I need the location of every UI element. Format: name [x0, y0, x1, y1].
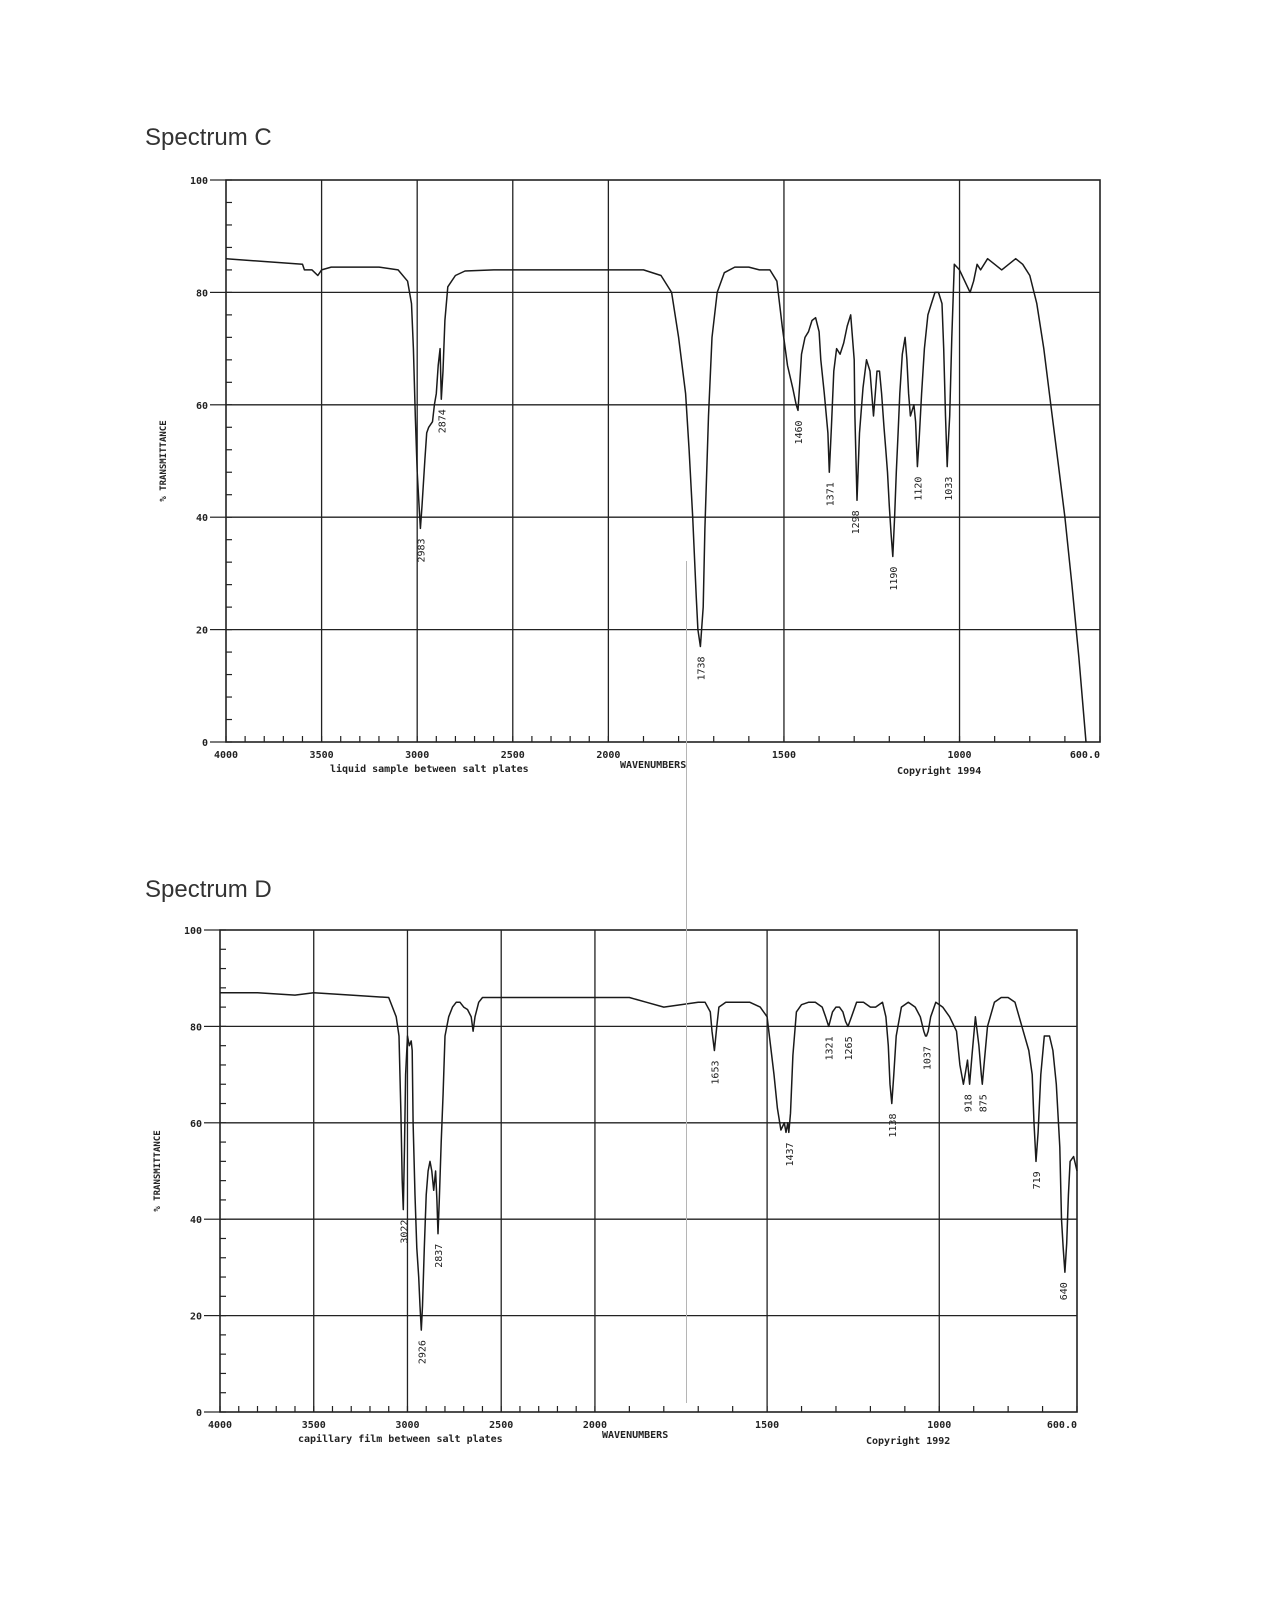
peak-label-1460: 1460	[794, 420, 806, 445]
peak-label-2983: 2983	[416, 538, 428, 563]
y-tick-label-60: 60	[195, 400, 208, 412]
x-tick-label-3000: 3000	[405, 750, 430, 761]
peak-label-1371: 1371	[825, 482, 837, 507]
peak-label-1120: 1120	[913, 476, 925, 501]
x-tick-label-600.0: 600.0	[1046, 1420, 1077, 1431]
x-tick-label-4000: 4000	[207, 1420, 233, 1431]
x-tick-label-600.0: 600.0	[1069, 750, 1100, 761]
x-tick-label-1000: 1000	[947, 750, 972, 761]
peak-label-719: 719	[1032, 1171, 1044, 1190]
spectrum-d-chart	[0, 920, 1271, 1520]
x-axis-label: WAVENUMBERS	[620, 760, 687, 771]
y-tick-label-0: 0	[201, 738, 208, 749]
peak-label-2874: 2874	[437, 409, 449, 434]
peak-label-1738: 1738	[696, 656, 708, 681]
peak-label-1033: 1033	[943, 476, 955, 501]
spectrum-c-chart	[0, 160, 1271, 820]
peak-label-640: 640	[1059, 1282, 1071, 1301]
peak-label-1138: 1138	[887, 1113, 899, 1138]
peak-label-2926: 2926	[417, 1340, 429, 1365]
y-tick-label-0: 0	[195, 1408, 202, 1419]
spectrum-trace	[226, 259, 1086, 742]
x-tick-label-2500: 2500	[500, 750, 525, 761]
peak-label-1321: 1321	[824, 1036, 836, 1061]
y-tick-label-60: 60	[189, 1118, 202, 1130]
x-tick-label-3500: 3500	[301, 1420, 326, 1431]
y-tick-label-40: 40	[189, 1215, 202, 1227]
peak-label-1298: 1298	[850, 510, 862, 535]
peak-label-1265: 1265	[844, 1036, 856, 1061]
y-tick-label-20: 20	[189, 1311, 202, 1323]
x-tick-label-2000: 2000	[582, 1420, 607, 1431]
peak-label-1037: 1037	[922, 1046, 934, 1071]
y-tick-label-80: 80	[189, 1022, 202, 1034]
x-tick-label-3500: 3500	[309, 750, 334, 761]
peak-label-1653: 1653	[710, 1060, 722, 1085]
x-tick-label-2000: 2000	[596, 750, 621, 761]
y-axis-label: % TRANSMITTANCE	[153, 1130, 163, 1212]
plot-frame	[226, 180, 1100, 742]
peak-label-875: 875	[978, 1094, 990, 1113]
spectrum-trace	[220, 993, 1077, 1330]
spectrum-c-title: Spectrum C	[145, 124, 272, 151]
peak-label-1437: 1437	[784, 1142, 796, 1167]
peak-label-3022: 3022	[399, 1219, 411, 1244]
sample-note: capillary film between salt plates	[298, 1434, 503, 1445]
sample-note: liquid sample between salt plates	[330, 764, 529, 775]
x-tick-label-1500: 1500	[771, 750, 797, 761]
y-tick-label-80: 80	[195, 288, 208, 300]
x-tick-label-2500: 2500	[489, 1420, 514, 1431]
y-axis-label: % TRANSMITTANCE	[159, 420, 169, 502]
x-tick-label-4000: 4000	[213, 750, 239, 761]
copyright-note: Copyright 1994	[897, 766, 982, 777]
y-tick-label-20: 20	[195, 625, 208, 637]
peak-label-918: 918	[963, 1094, 975, 1113]
scan-artifact-line	[686, 561, 687, 1403]
x-tick-label-1500: 1500	[755, 1420, 780, 1431]
x-tick-label-3000: 3000	[395, 1420, 420, 1431]
peak-label-1190: 1190	[888, 566, 900, 591]
y-tick-label-100: 100	[183, 926, 202, 937]
y-tick-label-100: 100	[189, 176, 208, 187]
copyright-note: Copyright 1992	[866, 1436, 951, 1447]
x-axis-label: WAVENUMBERS	[602, 1430, 669, 1441]
x-tick-label-1000: 1000	[927, 1420, 952, 1431]
peak-label-2837: 2837	[434, 1243, 446, 1268]
y-tick-label-40: 40	[195, 513, 208, 525]
spectrum-d-title: Spectrum D	[145, 876, 272, 903]
